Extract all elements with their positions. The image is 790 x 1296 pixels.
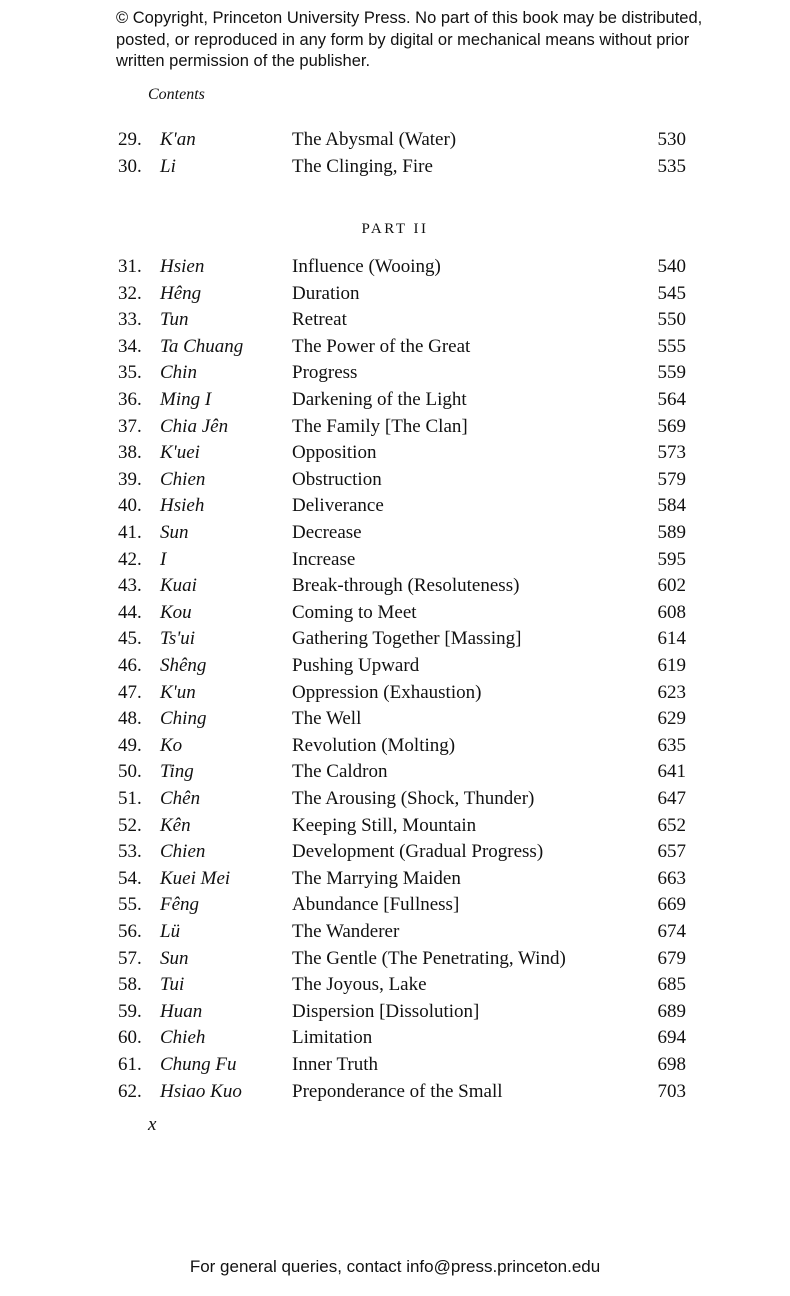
toc-entry-title: Revolution (Molting) xyxy=(292,734,456,756)
toc-entry-page: 703 xyxy=(657,1080,686,1102)
toc-entry-title: The Power of the Great xyxy=(292,335,471,357)
toc-entry-name: Shêng xyxy=(160,655,207,676)
toc-entry-name: Kou xyxy=(160,601,192,623)
toc-entry-page: 573 xyxy=(657,442,686,464)
toc-entry-number: 44. xyxy=(118,601,142,623)
toc-entry-page: 694 xyxy=(657,1027,686,1049)
toc-entry-number: 60. xyxy=(118,1027,142,1049)
toc-entry-number: 56. xyxy=(118,921,142,942)
toc-entry-number: 46. xyxy=(118,655,142,676)
toc-entry-name: Hsien xyxy=(160,256,205,277)
toc-entry xyxy=(0,334,790,360)
toc-entry xyxy=(0,680,790,706)
toc-entry-number: 31. xyxy=(118,256,142,277)
toc-entry-number: 62. xyxy=(118,1080,142,1102)
copyright-notice: © Copyright, Princeton University Press. No part of this book may be distributed, posted, or reproduced in any form by digital or mechanical means without prior written permission of the publisher. xyxy=(116,9,703,70)
toc-entry-name: Sun xyxy=(160,947,189,969)
toc-entry-name: Kuai xyxy=(160,575,197,597)
toc-entry-name: Huan xyxy=(160,1000,203,1022)
toc-entry-title: Development (Gradual Progress) xyxy=(292,841,544,863)
toc-entry-name: Ts'ui xyxy=(160,628,196,650)
toc-entry-title: The Caldron xyxy=(292,761,388,783)
toc-entry-number: 54. xyxy=(118,867,142,889)
toc-entry xyxy=(0,733,790,759)
toc-entry-number: 37. xyxy=(118,415,142,437)
toc-entry-page: 584 xyxy=(657,495,686,517)
toc-entry-title: Coming to Meet xyxy=(292,601,417,623)
toc-entry-number: 45. xyxy=(118,628,142,650)
toc-entry xyxy=(0,254,790,280)
toc-entry-page: 663 xyxy=(657,867,686,889)
toc-entry-title: Oppression (Exhaustion) xyxy=(292,681,482,703)
toc-entry-page: 698 xyxy=(657,1054,686,1075)
toc-entry xyxy=(0,892,790,918)
toc-entry-number: 59. xyxy=(118,1000,142,1022)
toc-entry-number: 57. xyxy=(118,947,142,969)
toc-entry-title: Dispersion [Dissolution] xyxy=(292,1000,480,1022)
toc-entry xyxy=(0,1025,790,1051)
toc-entry-name: K'an xyxy=(160,129,196,150)
toc-entry-page: 540 xyxy=(657,256,686,277)
toc-entry-title: Influence (Wooing) xyxy=(292,256,441,277)
toc-entry xyxy=(0,972,790,998)
toc-entry-page: 555 xyxy=(657,335,686,357)
toc-entry-number: 49. xyxy=(118,734,142,756)
toc-entry-page: 545 xyxy=(657,282,686,304)
toc-entry xyxy=(0,653,790,679)
toc-entry-title: The Clinging, Fire xyxy=(292,155,433,177)
toc-entry-page: 550 xyxy=(657,309,686,331)
toc-entry-name: K'un xyxy=(160,681,196,703)
toc-entry xyxy=(0,759,790,785)
toc-entry-title: The Gentle (The Penetrating, Wind) xyxy=(292,947,566,969)
toc-entry-name: Ming I xyxy=(160,389,212,410)
toc-entry-number: 32. xyxy=(118,282,142,304)
toc-entry-name: Hêng xyxy=(160,282,202,304)
toc-entry-title: Increase xyxy=(292,548,356,570)
toc-entry-name: Hsieh xyxy=(160,495,205,517)
toc-entry xyxy=(0,866,790,892)
toc-entry xyxy=(0,281,790,307)
toc-entry xyxy=(0,467,790,493)
toc-entry-title: The Well xyxy=(292,708,362,730)
toc-entry xyxy=(0,307,790,333)
toc-entry-page: 669 xyxy=(657,894,686,916)
toc-entry xyxy=(0,573,790,599)
toc-entry-page: 635 xyxy=(657,734,686,756)
toc-entry-name: Hsiao Kuo xyxy=(160,1080,242,1102)
toc-entry-page: 689 xyxy=(657,1000,686,1022)
toc-entry-name: I xyxy=(160,548,167,570)
toc-entry-title: Decrease xyxy=(292,522,362,543)
toc-entry-title: Duration xyxy=(292,282,360,304)
toc-entry-page: 619 xyxy=(657,655,686,676)
toc-entry-number: 29. xyxy=(118,129,142,150)
toc-entry-page: 564 xyxy=(657,389,686,410)
toc-entry-number: 42. xyxy=(118,548,142,570)
toc-entry-name: Chieh xyxy=(160,1027,206,1049)
toc-entry-page: 685 xyxy=(657,974,686,996)
toc-entry-page: 579 xyxy=(657,468,686,490)
toc-entry-title: Opposition xyxy=(292,442,377,464)
toc-entry-page: 623 xyxy=(657,681,686,703)
toc-entry xyxy=(0,414,790,440)
toc-entry xyxy=(0,1052,790,1078)
toc-entry-number: 58. xyxy=(118,974,142,996)
toc-entry-page: 569 xyxy=(657,415,686,437)
toc-entry-number: 33. xyxy=(118,309,142,331)
toc-entry-name: Chên xyxy=(160,788,201,809)
toc-entry xyxy=(0,1079,790,1105)
toc-entry-page: 629 xyxy=(657,708,686,730)
toc-entry-page: 641 xyxy=(657,761,686,783)
toc-entry-page: 657 xyxy=(657,841,686,863)
toc-entry xyxy=(0,626,790,652)
toc-entry-title: Preponderance of the Small xyxy=(292,1080,503,1102)
toc-entry-title: Keeping Still, Mountain xyxy=(292,814,477,836)
toc-entry-title: Gathering Together [Massing] xyxy=(292,628,522,650)
toc-entry-name: Chia Jên xyxy=(160,415,229,437)
toc-entry-number: 55. xyxy=(118,894,142,916)
toc-entry-page: 674 xyxy=(657,921,686,942)
part-heading: PART II xyxy=(361,221,429,237)
toc-entry-name: Kên xyxy=(160,814,191,836)
footer-contact: For general queries, contact info@press.princeton.edu xyxy=(189,1257,601,1276)
toc-entry-page: 595 xyxy=(657,548,686,570)
toc-entry-name: Lü xyxy=(160,921,181,942)
toc-entry-number: 36. xyxy=(118,389,142,410)
toc-entry xyxy=(0,127,790,153)
toc-entry-name: Ching xyxy=(160,708,207,730)
toc-entry-title: The Family [The Clan] xyxy=(292,415,468,437)
toc-entry-page: 608 xyxy=(657,601,686,623)
toc-entry-number: 51. xyxy=(118,788,142,809)
toc-entry-number: 61. xyxy=(118,1054,142,1075)
toc-entry-number: 48. xyxy=(118,708,142,730)
toc-entry-number: 38. xyxy=(118,442,142,464)
toc-entry-title: Darkening of the Light xyxy=(292,389,467,410)
toc-entry-title: The Joyous, Lake xyxy=(292,974,427,996)
toc-entry xyxy=(0,946,790,972)
toc-entry xyxy=(0,547,790,573)
toc-entry-page: 614 xyxy=(657,628,686,650)
toc-entry xyxy=(0,440,790,466)
toc-entry-number: 34. xyxy=(118,335,142,357)
toc-entry-page: 652 xyxy=(657,814,686,836)
toc-entry-number: 50. xyxy=(118,761,142,783)
page-folio: x xyxy=(148,1114,157,1135)
toc-entry-number: 30. xyxy=(118,155,142,177)
toc-entry-name: Chien xyxy=(160,841,206,863)
toc-entry-title: Obstruction xyxy=(292,468,382,490)
toc-entry-name: Kuei Mei xyxy=(160,867,231,889)
toc-entry-name: Ta Chuang xyxy=(160,335,244,357)
toc-entry xyxy=(0,706,790,732)
toc-entry xyxy=(0,786,790,812)
toc-entry-name: Sun xyxy=(160,522,189,543)
toc-entry xyxy=(0,600,790,626)
toc-entry-number: 39. xyxy=(118,468,142,490)
toc-entry xyxy=(0,520,790,546)
toc-entry xyxy=(0,387,790,413)
toc-entry-name: Ko xyxy=(160,734,183,756)
toc-entry-name: Li xyxy=(160,155,176,177)
toc-entry-name: Chien xyxy=(160,468,206,490)
toc-entry xyxy=(0,919,790,945)
toc-entry-number: 43. xyxy=(118,575,142,597)
toc-entry-name: Chung Fu xyxy=(160,1054,237,1075)
toc-entry-title: The Marrying Maiden xyxy=(292,867,461,889)
toc-entry-title: Progress xyxy=(292,362,358,384)
toc-entry-number: 47. xyxy=(118,681,142,703)
toc-entry-name: Tun xyxy=(160,309,189,331)
toc-entry-number: 53. xyxy=(118,841,142,863)
toc-entry-page: 589 xyxy=(657,522,686,543)
toc-entry-page: 559 xyxy=(657,362,686,384)
toc-entry-name: Chin xyxy=(160,362,197,384)
toc-entry-page: 530 xyxy=(657,129,686,150)
toc-entry-title: The Abysmal (Water) xyxy=(292,129,457,150)
toc-entry-page: 679 xyxy=(657,947,686,969)
toc-entry-number: 40. xyxy=(118,495,142,517)
toc-entry-number: 41. xyxy=(118,522,142,543)
toc-entry xyxy=(0,839,790,865)
toc-entry-title: Retreat xyxy=(292,309,347,331)
toc-entry-name: Tui xyxy=(160,974,185,996)
toc-entry xyxy=(0,813,790,839)
toc-entry-title: Break-through (Resoluteness) xyxy=(292,575,520,597)
toc-entry xyxy=(0,493,790,519)
toc-entry-number: 52. xyxy=(118,814,142,836)
toc-entry-name: Fêng xyxy=(160,894,200,916)
toc-entry-title: The Arousing (Shock, Thunder) xyxy=(292,788,535,809)
toc-entry-name: Ting xyxy=(160,761,194,783)
toc-entry-title: Deliverance xyxy=(292,495,384,517)
toc-entry-page: 602 xyxy=(657,575,686,597)
toc-entry-title: The Wanderer xyxy=(292,921,400,942)
toc-entry xyxy=(0,360,790,386)
toc-entry-title: Inner Truth xyxy=(292,1054,379,1075)
toc-entry xyxy=(0,999,790,1025)
toc-entry-page: 647 xyxy=(657,788,686,809)
toc-entry-title: Limitation xyxy=(292,1027,373,1049)
running-head: Contents xyxy=(148,86,205,103)
toc-entry-page: 535 xyxy=(657,155,686,177)
toc-entry-title: Pushing Upward xyxy=(292,655,420,676)
toc-entry-title: Abundance [Fullness] xyxy=(292,894,460,916)
toc-entry-number: 35. xyxy=(118,362,142,384)
toc-entry xyxy=(0,154,790,180)
toc-entry-name: K'uei xyxy=(160,442,200,464)
